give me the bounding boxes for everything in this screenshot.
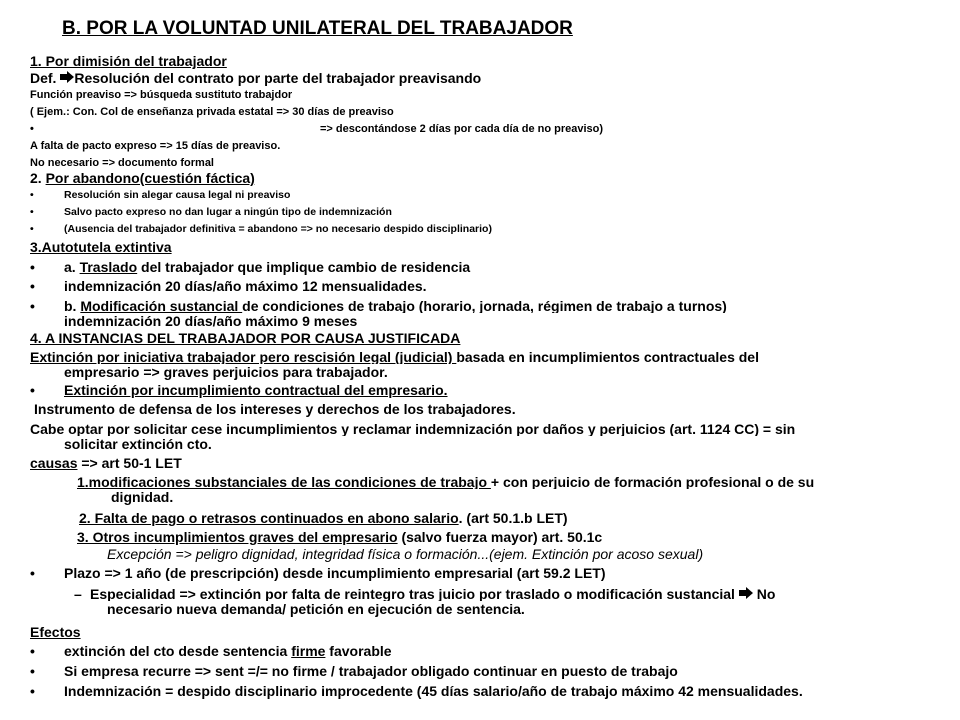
list-item-underlined: Traslado [79,259,138,275]
bullet-icon: • [30,643,35,659]
list-item [30,205,930,222]
list-item [30,298,930,313]
definition-text: Resolución del contrato por parte del trabajador preavisando [74,70,482,86]
causas-label: causas [30,455,78,471]
cause-item [30,529,930,546]
list-item-text-end: favorable [325,643,392,659]
list-item-text: Si empresa recurre => sent =/= no firme / trabajador obligado continuar en puesto de trabajo [64,663,678,679]
cause-continuation: dignidad. [111,489,174,505]
page-title: B. POR LA VOLUNTAD UNILATERAL DEL TRABAJADOR [62,18,573,39]
section-abandono [30,170,930,239]
list-item-text: Plazo => 1 año (de prescripción) desde incumplimiento empresarial (art 59.2 LET) [64,565,606,581]
text-line: A falta de pacto expreso => 15 días de preaviso. [30,140,281,152]
cause-underlined: 2. Falta de pago o retrasos continuados en abono salario [79,510,459,526]
bullet-icon: • [30,223,34,235]
cause-text: + con perjuicio de formación profesional o de su [490,474,815,489]
list-item-text: indemnización 20 días/año máximo 12 mensualidades. [64,278,427,294]
sub-list-text: Especialidad => extinción por falta de reintegro tras juicio por traslado o modificación sustancial [90,586,739,601]
text-line: ( Ejem.: Con. Col de enseñanza privada estatal => 30 días de preaviso [30,106,394,118]
list-item-text: Indemnización = despido disciplinario improcedente (45 días salario/año de trabajo máximo 42 mensualidades. [64,683,803,699]
bullet-icon: • [30,565,35,581]
section-heading: Efectos [30,624,81,640]
bullet-icon: • [30,123,34,135]
list-item-text: extinción del cto desde sentencia [64,643,292,659]
section-heading: 4. A INSTANCIAS DEL TRABAJADOR POR CAUSA JUSTIFICADA [30,330,461,346]
list-item [30,278,930,298]
section-efectos [30,624,930,703]
heading-number: 2. [30,170,46,186]
section-heading [30,170,930,188]
list-item-text: Salvo pacto expreso no dan lugar a ningún tipo de indemnización [64,206,392,218]
text-line-content: => descontándose 2 días por cada día de no preaviso) [320,123,604,135]
bullet-icon: • [30,189,34,201]
cause-item [30,510,930,529]
list-item [30,382,930,401]
heading-text: Por abandono(cuestión fáctica) [45,170,255,186]
list-item [30,222,930,239]
section-autotutela [30,239,930,330]
causas-text: => art 50-1 LET [77,455,182,471]
paragraph-underlined: Extinción por iniciativa trabajador pero rescisión legal (judicial) [30,349,457,364]
bullet-icon: • [30,382,35,398]
bullet-icon: • [30,206,34,218]
list-item-text: Extinción por incumplimiento contractual del empresario. [64,382,448,398]
paragraph: Cabe optar por solicitar cese incumplimientos y reclamar indemnización por daños y perjuicios (art. 1124 CC) = sin [30,421,796,436]
list-item-underlined: Modificación sustancial [80,298,243,313]
bullet-icon: • [30,298,35,313]
list-item [30,663,930,683]
section-heading: 3.Autotutela extintiva [30,239,172,255]
list-item-text: Resolución sin alegar causa legal ni preaviso [64,189,291,201]
list-item [30,643,930,663]
list-item [30,683,930,703]
definition-line [30,70,930,88]
list-item-prefix: a. [64,259,80,275]
bullet-icon: • [30,683,35,699]
paragraph [30,455,930,474]
definition-label: Def. [30,70,61,86]
sub-list-item [30,586,930,601]
bullet-icon: • [30,278,35,294]
paragraph-continuation: empresario => graves perjuicios para trabajador. [64,364,388,380]
text-line: Función preaviso => búsqueda sustituto trabajdor [30,89,293,101]
list-item-text: (Ausencia del trabajador definitiva = abandono => no necesario despido disciplinario) [64,223,492,235]
dash-icon: – [74,586,82,601]
cause-text: (salvo fuerza mayor) art. 50.1c [397,529,603,545]
text-line: No necesario => documento formal [30,157,214,169]
paragraph-text: basada en incumplimientos contractuales del [456,349,759,364]
section-heading: 1. Por dimisión del trabajador [30,53,227,69]
right-arrow-icon [60,71,74,88]
sub-list-text-end: No [752,586,776,601]
list-item-underlined: firme [291,643,326,659]
list-item-text: de condiciones de trabajo (horario, jornada, régimen de trabajo a turnos) [242,298,727,313]
list-item-text: del trabajador que implique cambio de residencia [137,259,471,275]
list-item-prefix: b. [64,298,81,313]
list-item-continuation: indemnización 20 días/año máximo 9 meses [64,313,358,329]
list-item [30,565,930,586]
exception-note: Excepción => peligro dignidad, integridad física o formación...(ejem. Extinción por acoso sexual) [107,546,704,562]
paragraph [30,349,930,364]
section-dimision [30,53,930,173]
bullet-icon: • [30,259,35,275]
list-item [30,259,930,278]
cause-underlined: 3. Otros incumplimientos graves del empresario [77,529,398,545]
cause-underlined: 1.modificaciones substanciales de las condiciones de trabajo [77,474,491,489]
bullet-icon: • [30,663,35,679]
section-causa-justificada [30,330,930,619]
paragraph-continuation: solicitar extinción cto. [64,436,212,452]
cause-item [30,474,930,489]
sub-list-continuation: necesario nueva demanda/ petición en ejecución de sentencia. [107,601,525,617]
list-item [30,188,930,205]
paragraph: Instrumento de defensa de los intereses y derechos de los trabajadores. [34,401,516,417]
text-line [30,122,930,139]
cause-text: . (art 50.1.b LET) [458,510,568,526]
right-arrow-icon [739,587,753,601]
